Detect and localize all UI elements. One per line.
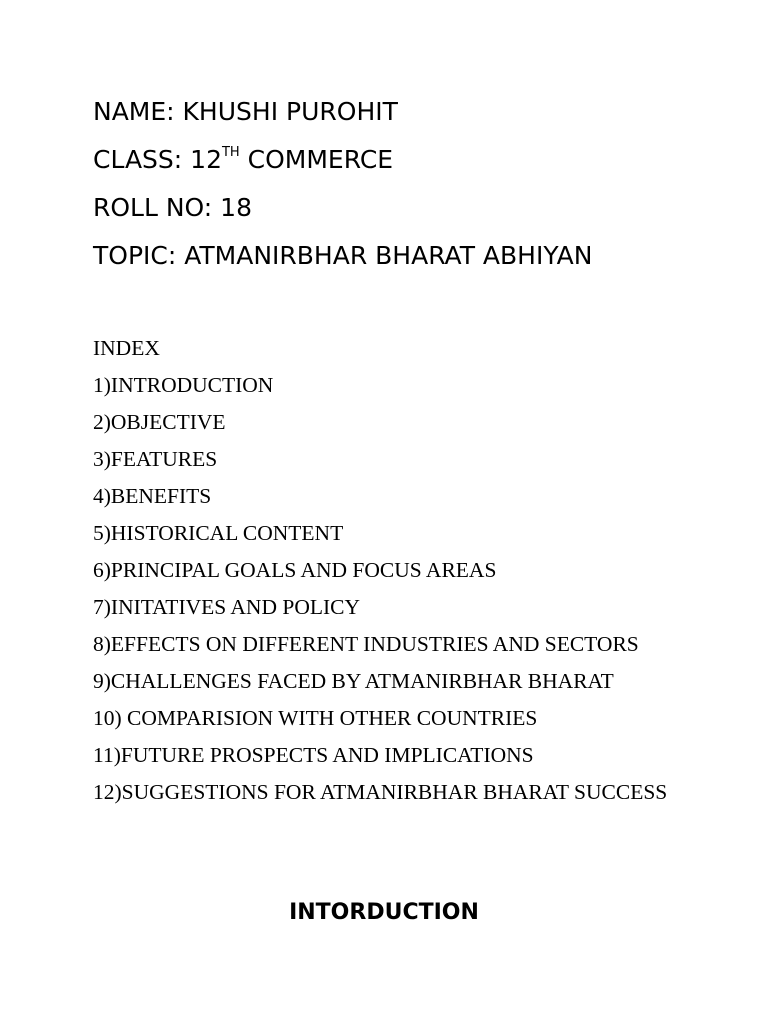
roll-line: ROLL NO: 18 (93, 193, 252, 222)
student-details (93, 88, 593, 280)
index-item-7: 7)INITATIVES AND POLICY (93, 595, 361, 619)
class-prefix: CLASS: 12 (93, 145, 222, 174)
index-item-5: 5)HISTORICAL CONTENT (93, 521, 344, 545)
index-item-10: 10) COMPARISION WITH OTHER COUNTRIES (93, 706, 538, 730)
index-item-4: 4)BENEFITS (93, 484, 212, 508)
class-superscript: TH (221, 144, 240, 160)
index-item-9: 9)CHALLENGES FACED BY ATMANIRBHAR BHARAT (93, 669, 614, 693)
index-list (93, 335, 673, 816)
class-suffix: COMMERCE (239, 145, 394, 174)
index-title: INDEX (93, 336, 160, 360)
index-item-8: 8)EFFECTS ON DIFFERENT INDUSTRIES AND SECTORS (93, 632, 639, 656)
index-item-6: 6)PRINCIPAL GOALS AND FOCUS AREAS (93, 558, 497, 582)
introduction-heading: INTORDUCTION (289, 900, 479, 925)
index-item-1: 1)INTRODUCTION (93, 373, 274, 397)
class-line (93, 136, 593, 184)
index-item-2: 2)OBJECTIVE (93, 410, 226, 434)
index-item-3: 3)FEATURES (93, 447, 218, 471)
index-item-12: 12)SUGGESTIONS FOR ATMANIRBHAR BHARAT SUCCESS (93, 780, 668, 804)
topic-line: TOPIC: ATMANIRBHAR BHARAT ABHIYAN (93, 241, 593, 270)
name-line: NAME: KHUSHI PUROHIT (93, 97, 398, 126)
index-item-11: 11)FUTURE PROSPECTS AND IMPLICATIONS (93, 743, 534, 767)
